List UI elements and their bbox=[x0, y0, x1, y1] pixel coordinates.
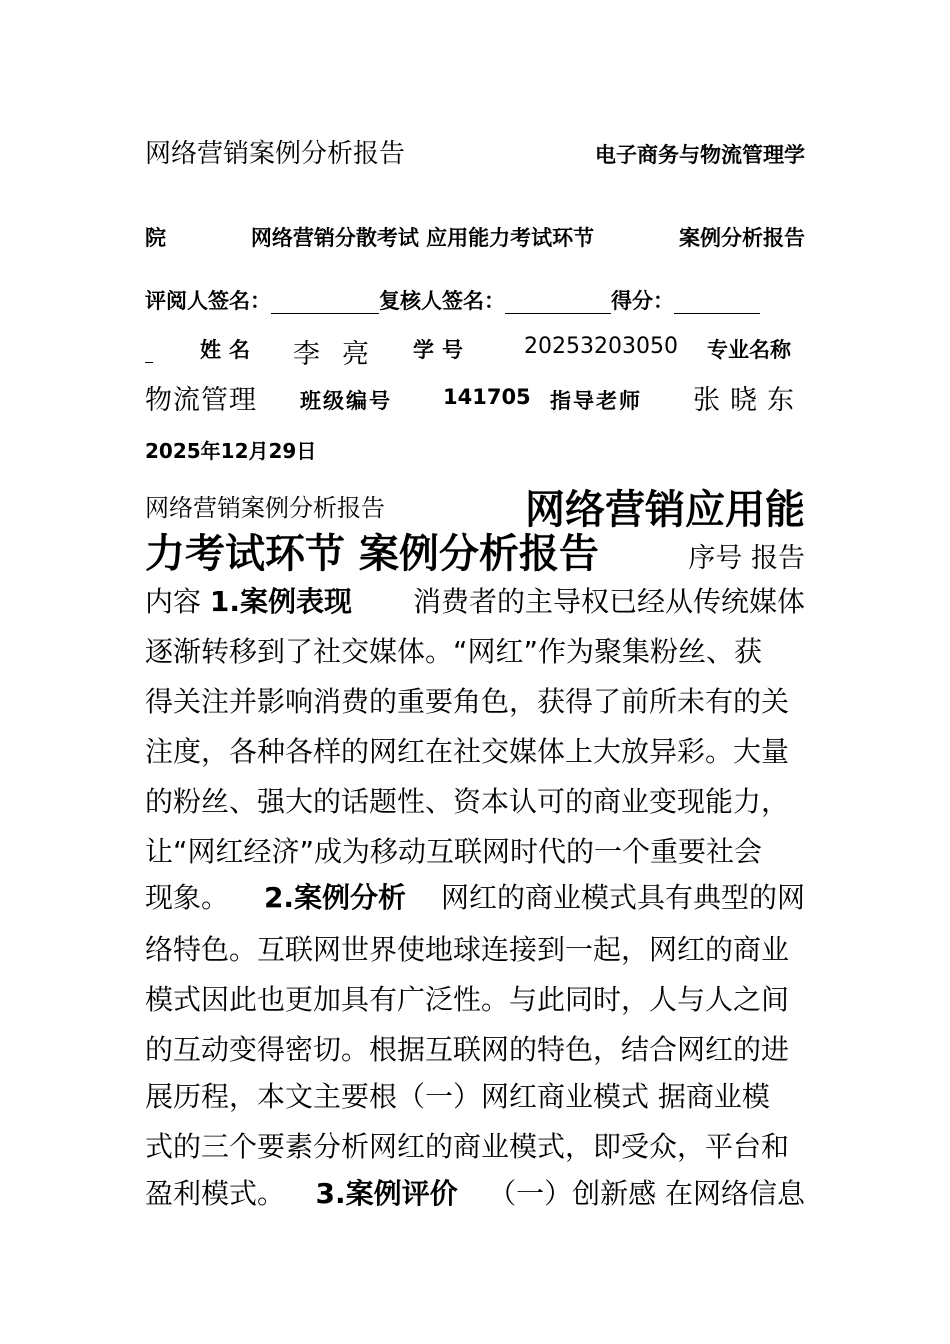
body-text: 现象。 bbox=[145, 881, 230, 914]
reviewer-label: 评阅人签名： bbox=[145, 289, 271, 313]
major-label: 专业名称 bbox=[707, 338, 791, 362]
section-heading-3: 3.案例评价 bbox=[315, 1177, 458, 1210]
body-line-12: 式的三个要素分析网红的商业模式，即受众，平台和 bbox=[145, 1130, 790, 1163]
section-heading-2: 2.案例分析 bbox=[263, 881, 407, 914]
advisor-label: 指导老师 bbox=[550, 389, 642, 413]
class-number: 141705 bbox=[443, 385, 531, 409]
score-field[interactable] bbox=[674, 289, 760, 314]
column-labels: 序号 报告 bbox=[688, 543, 805, 574]
body-line-9: 模式因此也更加具有广泛性。与此同时，人与人之间 bbox=[145, 983, 790, 1016]
score-label: 得分： bbox=[611, 289, 674, 313]
checker-signature-field[interactable] bbox=[505, 289, 611, 314]
section-heading-1: 1.案例表现 bbox=[209, 585, 353, 618]
report-heading-line-1 bbox=[145, 478, 805, 533]
checker-label: 复核人签名： bbox=[379, 289, 505, 313]
body-line-7 bbox=[145, 876, 805, 916]
body-line-5: 的粉丝、强大的话题性、资本认可的商业变现能力， bbox=[145, 785, 790, 818]
body-text: 网红的商业模式具有典型的网 bbox=[440, 881, 805, 914]
body-text: （一）创新感 在网络信息 bbox=[488, 1177, 805, 1210]
body-line-4: 注度，各种各样的网红在社交媒体上大放异彩。大量 bbox=[145, 735, 790, 768]
student-id-label: 学号 bbox=[413, 338, 471, 362]
content-label: 内容 bbox=[145, 585, 202, 618]
report-heading-big-1: 网络营销应用能 bbox=[525, 487, 805, 533]
body-text: 消费者的主导权已经从传统媒体 bbox=[412, 585, 805, 618]
score-field-continued bbox=[145, 338, 153, 363]
body-line-11: 展历程，本文主要根（一）网红商业模式 据商业模 bbox=[145, 1080, 770, 1113]
body-text: 盈利模式。 bbox=[145, 1177, 286, 1210]
body-line-1 bbox=[145, 580, 805, 620]
body-line-2: 逐渐转移到了社交媒体。“网红”作为聚集粉丝、获 bbox=[145, 635, 763, 668]
report-heading-small: 网络营销案例分析报告 bbox=[145, 494, 385, 522]
report-date: 2025年12月29日 bbox=[145, 439, 317, 463]
body-line-13 bbox=[145, 1172, 805, 1212]
course-name: 网络营销分散考试 应用能力考试环节 bbox=[250, 226, 595, 250]
institution-suffix: 院 bbox=[145, 226, 166, 250]
body-line-6: 让“网红经济”成为移动互联网时代的一个重要社会 bbox=[145, 835, 763, 868]
major-value: 物流管理 bbox=[145, 385, 257, 416]
header-line-1 bbox=[145, 133, 805, 170]
report-title: 网络营销案例分析报告 bbox=[145, 139, 406, 169]
report-type: 案例分析报告 bbox=[679, 226, 805, 250]
body-line-8: 络特色。互联网世界使地球连接到一起，网红的商业 bbox=[145, 933, 790, 966]
student-id: 20253203050 bbox=[524, 334, 678, 359]
report-heading-line-2 bbox=[145, 522, 805, 577]
advisor-name: 张晓东 bbox=[693, 385, 804, 416]
body-line-3: 得关注并影响消费的重要角色，获得了前所未有的关 bbox=[145, 685, 790, 718]
institution-name: 电子商务与物流管理学 bbox=[595, 143, 805, 167]
header-line-2 bbox=[145, 222, 805, 252]
class-label: 班级编号 bbox=[300, 389, 392, 413]
body-line-10: 的互动变得密切。根据互联网的特色，结合网红的进 bbox=[145, 1033, 790, 1066]
report-heading-big-2: 力考试环节 案例分析报告 bbox=[145, 531, 599, 577]
reviewer-signature-field[interactable] bbox=[271, 289, 379, 314]
signature-line bbox=[145, 285, 805, 315]
student-name: 李亮 bbox=[293, 339, 391, 370]
name-label: 姓名 bbox=[200, 338, 258, 362]
